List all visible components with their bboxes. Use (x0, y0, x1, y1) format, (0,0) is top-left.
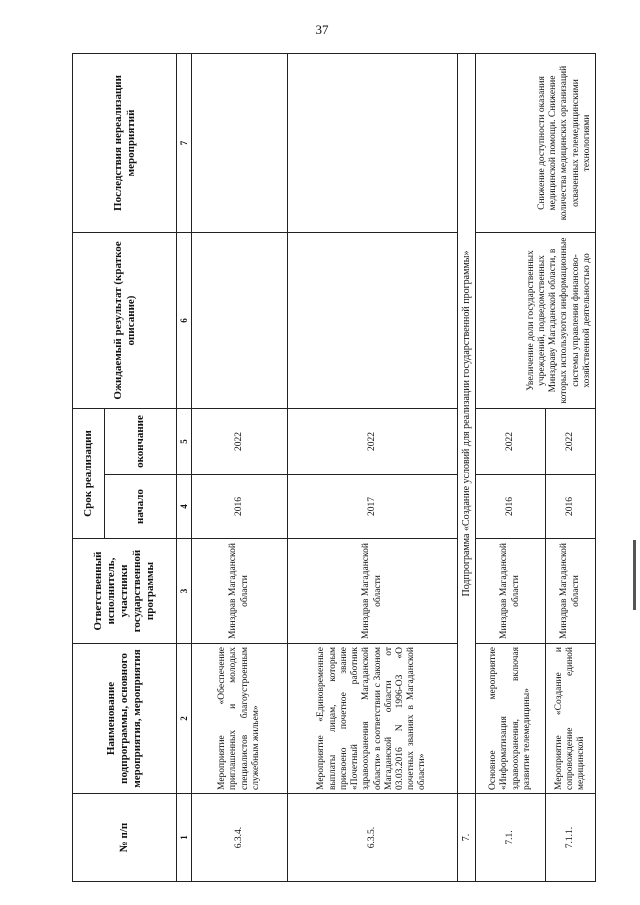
row-num: 7.1. (476, 794, 546, 882)
rotated-table-area (72, 54, 628, 882)
row-name: Мероприятие «Единовременные выплаты лицам, которым присвоено почетное звание «Почетный работник здравоохранения Магаданской области» в соответствии с Законом Магаданской области от 03.03.2016 N 1996-ОЗ «О почетных званиях в Магаданской области» (288, 644, 458, 794)
row-start: 2017 (288, 475, 458, 539)
col-number: 5 (177, 408, 192, 474)
row-name: Мероприятие «Обеспечение приглашенных и молодых специалистов благоустроенным служебным жильем» (192, 644, 288, 794)
header-result: Ожидаемый результат (краткое описание) (73, 232, 177, 408)
row-result (192, 232, 288, 408)
row-consequences (288, 53, 458, 232)
row-consequences (192, 53, 288, 232)
col-number: 3 (177, 539, 192, 644)
table-row (476, 53, 546, 881)
row-responsible: Минздрав Магаданской области (192, 539, 288, 644)
row-num: 6.3.5. (288, 794, 458, 882)
header-end: окончание (105, 408, 177, 474)
col-number: 4 (177, 475, 192, 539)
row-name: Мероприятие «Создание и сопровождение единой медицинской (546, 644, 596, 794)
row-start: 2016 (192, 475, 288, 539)
row-start: 2016 (476, 475, 546, 539)
subprogram-num: 7. (458, 794, 476, 882)
row-end: 2022 (288, 408, 458, 474)
col-number: 2 (177, 644, 192, 794)
row-name: Основное мероприятие «Информатизация здравоохранения, включая развитие телемедицины» (476, 644, 546, 794)
header-responsible: Ответственный исполнитель, участники государственной программы (73, 539, 177, 644)
col-number: 6 (177, 232, 192, 408)
row-start: 2016 (546, 475, 596, 539)
header-consequences: Последствия нереализации мероприятий (73, 53, 177, 232)
scan-edge-mark (633, 540, 636, 610)
header-num: № п/п (73, 794, 177, 882)
row-end: 2022 (546, 408, 596, 474)
program-activities-table (72, 53, 596, 882)
table-row (288, 53, 458, 881)
header-start: начало (105, 475, 177, 539)
col-number: 7 (177, 53, 192, 232)
row-result: Увеличение доли государственных учреждений, подведомственных Минздраву Магаданской области, в которых используются информационные системы управления финансово-хозяйственной деятельностью до (476, 232, 596, 408)
row-responsible: Минздрав Магаданской области (546, 539, 596, 644)
row-num: 7.1.1. (546, 794, 596, 882)
row-responsible: Минздрав Магаданской области (288, 539, 458, 644)
header-name: Наименование подпрограммы, основного мероприятия, мероприятия (73, 644, 177, 794)
col-number: 1 (177, 794, 192, 882)
subprogram-row (458, 53, 476, 881)
row-consequences: Снижение доступности оказания медицинской помощи. Снижение количества медицинских организаций охваченных телемедицинскими технологиями (476, 53, 596, 232)
page-number: 37 (315, 22, 329, 37)
header-period: Срок реализации (73, 408, 105, 538)
row-responsible: Минздрав Магаданской области (476, 539, 546, 644)
row-end: 2022 (476, 408, 546, 474)
row-end: 2022 (192, 408, 288, 474)
subprogram-title: Подпрограмма «Создание условий для реализации государственной программы» (458, 53, 476, 793)
row-num: 6.3.4. (192, 794, 288, 882)
table-row (192, 53, 288, 881)
row-result (288, 232, 458, 408)
